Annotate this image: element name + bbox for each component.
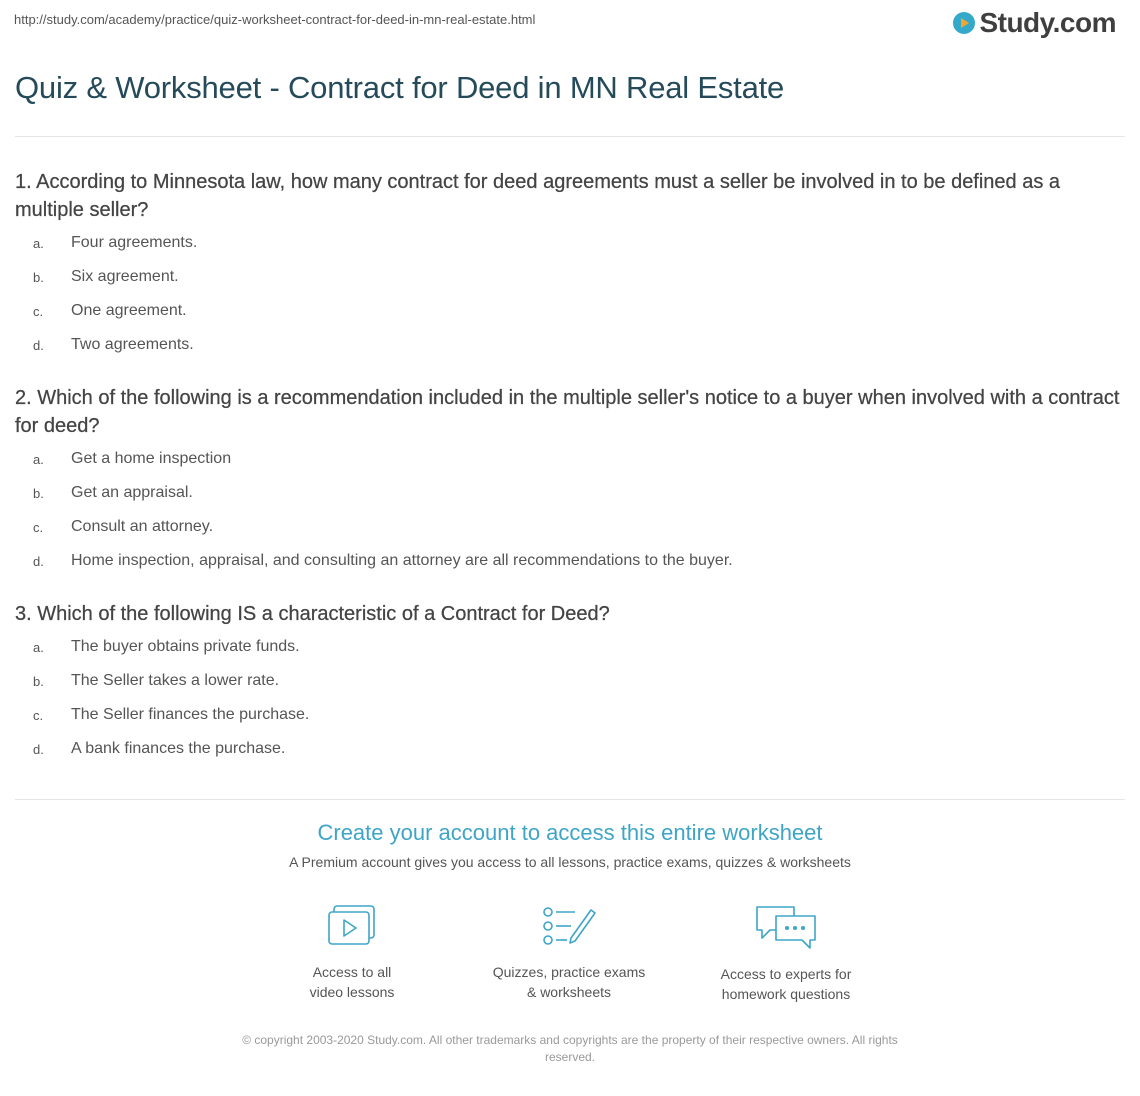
question-1 bbox=[15, 168, 1127, 362]
option-text: Consult an attorney. bbox=[71, 518, 214, 535]
option-text: Home inspection, appraisal, and consulting an attorney are all recommendations to the buyer. bbox=[71, 552, 733, 569]
answer-option bbox=[15, 664, 1127, 698]
option-text: A bank finances the purchase. bbox=[71, 740, 286, 757]
answer-options bbox=[15, 226, 1127, 362]
answer-option bbox=[15, 510, 1127, 544]
feature-label: Access to all video lessons bbox=[309, 964, 395, 1000]
answer-option bbox=[15, 260, 1127, 294]
question-2 bbox=[15, 384, 1127, 578]
copyright-text: © copyright 2003-2020 Study.com. All other trademarks and copyrights are the property of their respective owners. All rights reserved. bbox=[242, 1033, 898, 1064]
cta-subtitle: A Premium account gives you access to all lessons, practice exams, quizzes & worksheets bbox=[289, 854, 851, 870]
page-title: Quiz & Worksheet - Contract for Deed in MN Real Estate bbox=[15, 70, 785, 105]
answer-options bbox=[15, 630, 1127, 766]
option-letter: c. bbox=[33, 303, 44, 319]
option-letter: a. bbox=[33, 639, 44, 655]
option-letter: d. bbox=[33, 741, 44, 757]
option-text: The Seller takes a lower rate. bbox=[71, 672, 280, 689]
answer-options bbox=[15, 442, 1127, 578]
signup-cta bbox=[0, 820, 1140, 870]
answer-option bbox=[15, 544, 1127, 578]
question-3 bbox=[15, 600, 1127, 766]
option-letter: b. bbox=[33, 673, 44, 689]
option-letter: b. bbox=[33, 269, 44, 285]
option-letter: b. bbox=[33, 485, 44, 501]
answer-option bbox=[15, 442, 1127, 476]
option-letter: d. bbox=[33, 553, 44, 569]
answer-option bbox=[15, 698, 1127, 732]
option-letter: c. bbox=[33, 707, 44, 723]
video-lessons-icon bbox=[326, 904, 378, 948]
option-text: Get a home inspection bbox=[71, 450, 232, 467]
option-letter: a. bbox=[33, 451, 44, 467]
option-text: Six agreement. bbox=[71, 268, 179, 285]
question-list bbox=[15, 168, 1127, 788]
option-text: Get an appraisal. bbox=[71, 484, 193, 501]
feature-label: Quizzes, practice exams & worksheets bbox=[492, 964, 646, 1000]
study-logo[interactable] bbox=[953, 8, 1116, 38]
chat-bubbles-icon bbox=[754, 904, 818, 950]
feature-list bbox=[0, 904, 1140, 1004]
answer-option bbox=[15, 476, 1127, 510]
option-letter: d. bbox=[33, 337, 44, 353]
feature-experts bbox=[686, 904, 886, 1004]
option-text: The Seller finances the purchase. bbox=[71, 706, 310, 723]
option-text: Two agreements. bbox=[71, 336, 194, 353]
answer-option bbox=[15, 630, 1127, 664]
page-url: http://study.com/academy/practice/quiz-worksheet-contract-for-deed-in-mn-real-estate.html bbox=[14, 12, 536, 27]
option-letter: c. bbox=[33, 519, 44, 535]
study-logo-icon bbox=[953, 12, 975, 34]
answer-option bbox=[15, 328, 1127, 362]
option-text: One agreement. bbox=[71, 302, 187, 319]
section-divider bbox=[15, 799, 1125, 800]
option-text: The buyer obtains private funds. bbox=[71, 638, 300, 655]
answer-option bbox=[15, 226, 1127, 260]
question-text: 3. Which of the following IS a characteristic of a Contract for Deed? bbox=[15, 603, 610, 625]
feature-video-lessons bbox=[252, 904, 452, 1002]
answer-option bbox=[15, 732, 1127, 766]
option-letter: a. bbox=[33, 235, 44, 251]
quiz-checklist-icon bbox=[541, 904, 597, 948]
answer-option bbox=[15, 294, 1127, 328]
title-divider bbox=[15, 136, 1125, 137]
feature-quizzes bbox=[469, 904, 669, 1002]
question-text: 1. According to Minnesota law, how many contract for deed agreements must a seller be involved in to be defined as a multiple seller? bbox=[15, 171, 1061, 221]
study-logo-text: Study.com bbox=[979, 7, 1116, 38]
feature-label: Access to experts for homework questions bbox=[720, 966, 852, 1002]
cta-title-link[interactable]: Create your account to access this entire worksheet bbox=[317, 820, 823, 845]
top-bar bbox=[14, 7, 1116, 41]
option-text: Four agreements. bbox=[71, 234, 198, 251]
question-text: 2. Which of the following is a recommendation included in the multiple seller's notice to a buyer when involved with a contract for deed? bbox=[15, 387, 1120, 437]
